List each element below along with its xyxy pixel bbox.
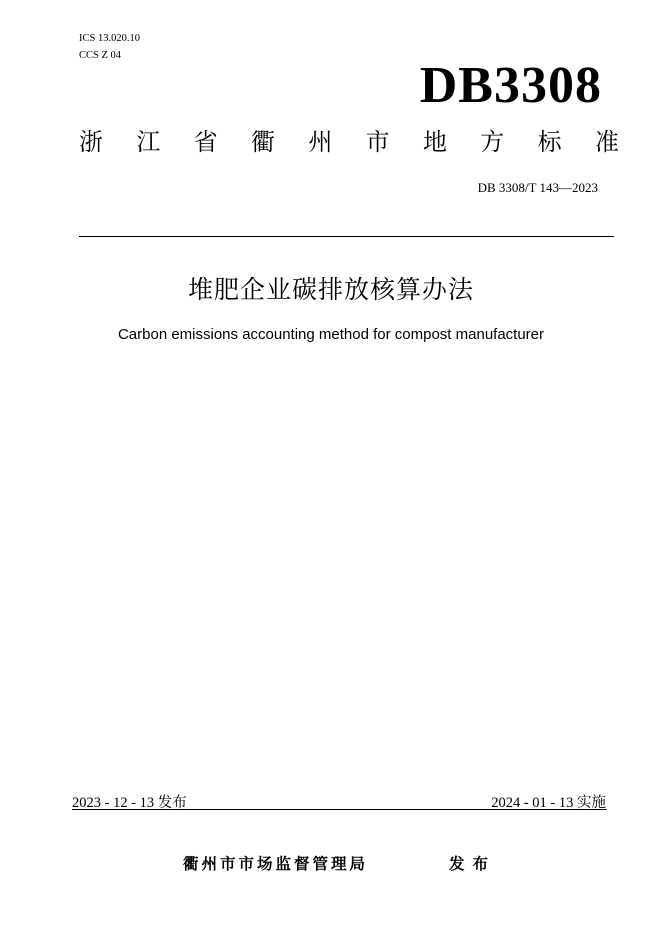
ics-code: ICS 13.020.10 bbox=[79, 33, 140, 44]
standard-type-char: 省 bbox=[193, 128, 218, 156]
standard-type bbox=[79, 130, 619, 154]
standard-type-char: 方 bbox=[480, 128, 505, 156]
standard-type-char: 标 bbox=[537, 128, 562, 156]
standard-number: DB 3308/T 143—2023 bbox=[477, 180, 598, 195]
footer-divider bbox=[72, 809, 607, 810]
issue-date: 2023 - 12 - 13 发布 bbox=[72, 795, 187, 811]
issuing-authority: 衢州市市场监督管理局 bbox=[183, 855, 369, 873]
header-divider bbox=[79, 236, 614, 237]
document-title-english: Carbon emissions accounting method for compost manufacturer bbox=[117, 326, 545, 343]
standard-code-heading: DB3308 bbox=[419, 57, 602, 114]
standard-type-char: 江 bbox=[136, 128, 161, 156]
standard-type-char: 地 bbox=[422, 128, 447, 156]
publish-label: 发布 bbox=[449, 855, 497, 873]
standard-type-char: 衢 bbox=[250, 128, 275, 156]
standard-type-char: 准 bbox=[594, 128, 619, 156]
standard-type-char: 市 bbox=[365, 128, 390, 156]
standard-type-char: 浙 bbox=[79, 128, 103, 156]
implementation-date: 2024 - 01 - 13 实施 bbox=[491, 795, 606, 811]
document-title-chinese: 堆肥企业碳排放核算办法 bbox=[187, 275, 474, 304]
standard-type-char: 州 bbox=[308, 128, 333, 156]
ccs-code: CCS Z 04 bbox=[79, 50, 122, 61]
